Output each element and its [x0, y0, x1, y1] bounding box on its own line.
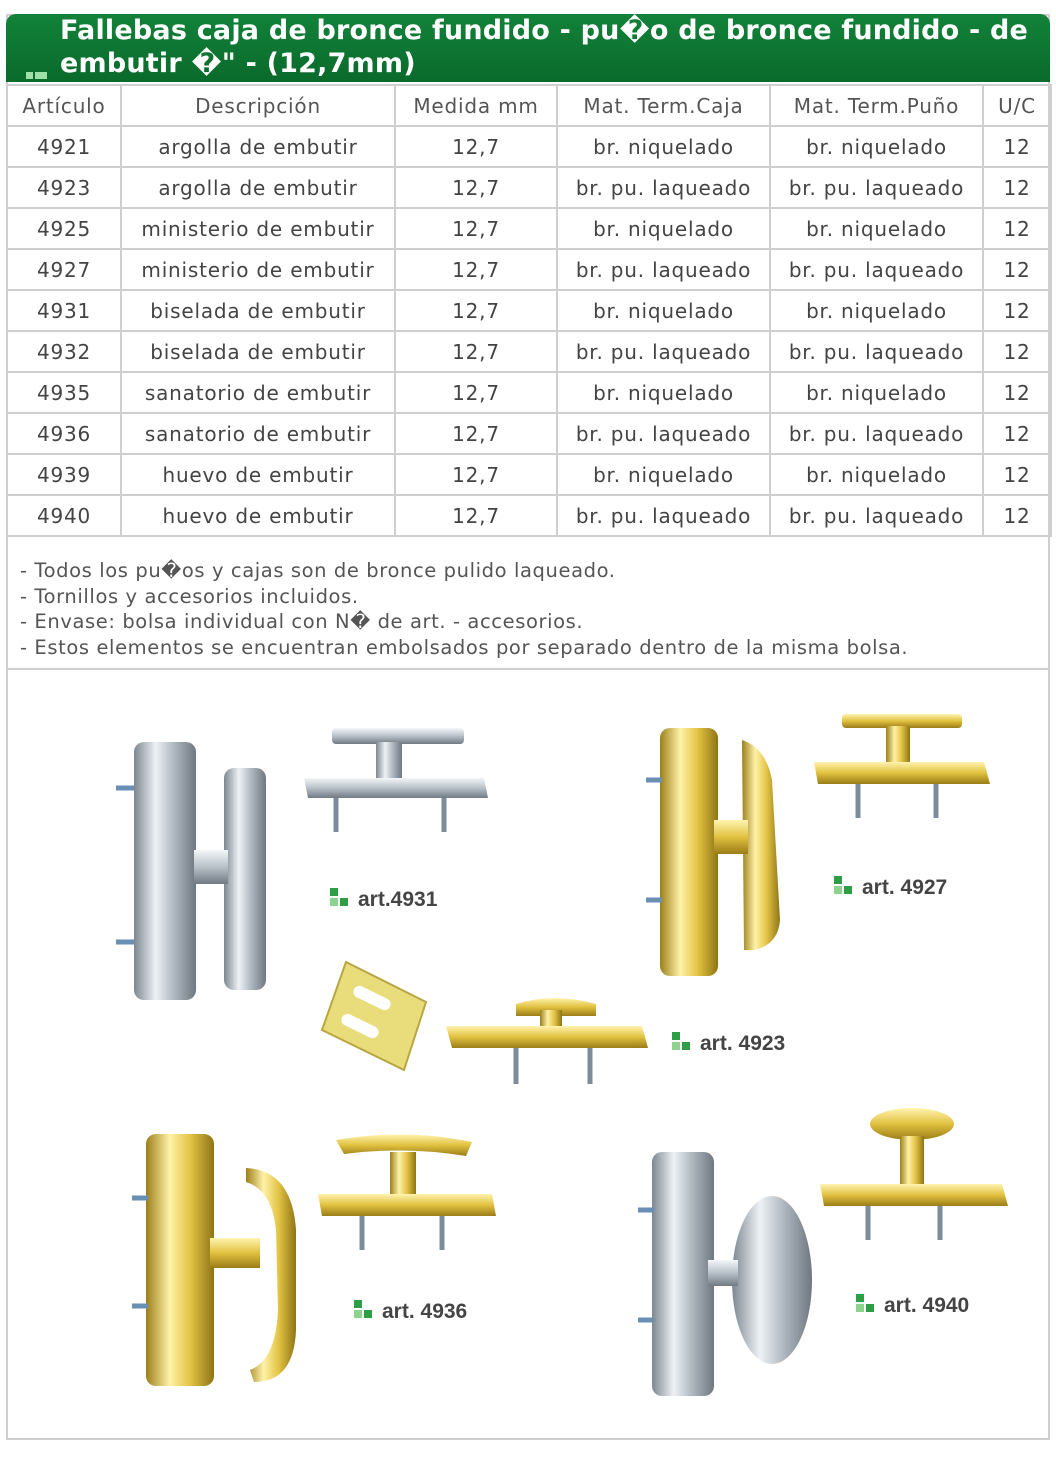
table-row: [7, 126, 1051, 167]
header-uc: U/C: [983, 85, 1051, 126]
cell-mat-puno: br. pu. laqueado: [770, 167, 983, 208]
cell-uc: 12: [983, 249, 1051, 290]
photo-4931-handle: [304, 728, 488, 832]
photo-4931-plate: [116, 742, 266, 1000]
cell-descripcion: biselada de embutir: [121, 290, 395, 331]
cell-medida: 12,7: [395, 167, 557, 208]
photo-4923-handle: [446, 998, 648, 1084]
cell-descripcion: argolla de embutir: [121, 126, 395, 167]
cell-descripcion: sanatorio de embutir: [121, 372, 395, 413]
photo-4927-plate: [646, 728, 780, 976]
photo-4927-handle: [814, 714, 990, 818]
cell-uc: 12: [983, 331, 1051, 372]
header-articulo: Artículo: [7, 85, 121, 126]
cell-uc: 12: [983, 290, 1051, 331]
photo-4940-plate: [638, 1152, 812, 1396]
cell-articulo: 4939: [7, 454, 121, 495]
cell-descripcion: argolla de embutir: [121, 167, 395, 208]
cell-mat-puno: br. pu. laqueado: [770, 495, 983, 536]
cell-uc: 12: [983, 413, 1051, 454]
cell-descripcion: ministerio de embutir: [121, 208, 395, 249]
header-mat-puno: Mat. Term.Puño: [770, 85, 983, 126]
cell-articulo: 4940: [7, 495, 121, 536]
note-line: - Tornillos y accesorios incluidos.: [20, 584, 359, 608]
cell-articulo: 4932: [7, 331, 121, 372]
label-text: art.4931: [358, 888, 438, 911]
cell-medida: 12,7: [395, 413, 557, 454]
cell-articulo: 4936: [7, 413, 121, 454]
cell-uc: 12: [983, 208, 1051, 249]
cell-medida: 12,7: [395, 331, 557, 372]
label-art-4940: [856, 1294, 969, 1318]
cell-medida: 12,7: [395, 249, 557, 290]
product-table: [6, 84, 1052, 537]
cell-mat-puno: br. pu. laqueado: [770, 249, 983, 290]
green-bullet-icon: [672, 1032, 694, 1052]
cell-articulo: 4923: [7, 167, 121, 208]
cell-descripcion: huevo de embutir: [121, 454, 395, 495]
cell-uc: 12: [983, 167, 1051, 208]
cell-uc: 12: [983, 495, 1051, 536]
cell-articulo: 4925: [7, 208, 121, 249]
cell-descripcion: sanatorio de embutir: [121, 413, 395, 454]
cell-uc: 12: [983, 454, 1051, 495]
table-row: [7, 331, 1051, 372]
cell-articulo: 4931: [7, 290, 121, 331]
cell-mat-puno: br. niquelado: [770, 208, 983, 249]
title-bullet-icon: [26, 68, 50, 82]
cell-descripcion: biselada de embutir: [121, 331, 395, 372]
cell-mat-caja: br. pu. laqueado: [557, 495, 770, 536]
green-bullet-icon: [354, 1300, 376, 1320]
note-line: - Envase: bolsa individual con N� de art. - accesorios.: [20, 610, 584, 633]
cell-mat-caja: br. niquelado: [557, 290, 770, 331]
cell-articulo: 4935: [7, 372, 121, 413]
cell-mat-caja: br. niquelado: [557, 208, 770, 249]
header-descripcion: Descripción: [121, 85, 395, 126]
label-text: art. 4936: [382, 1300, 468, 1323]
cell-articulo: 4927: [7, 249, 121, 290]
photo-4923-parts: [322, 962, 426, 1070]
cell-mat-caja: br. pu. laqueado: [557, 167, 770, 208]
cell-mat-caja: br. niquelado: [557, 454, 770, 495]
label-art-4927: [834, 876, 947, 900]
table-row: [7, 290, 1051, 331]
photo-4936-plate: [132, 1134, 296, 1386]
page-title: Fallebas caja de bronce fundido - pu�o de bronce fundido - de embutir �" - (12,7mm): [60, 15, 1029, 79]
label-text: art. 4940: [884, 1294, 970, 1317]
cell-medida: 12,7: [395, 372, 557, 413]
header-mat-caja: Mat. Term.Caja: [557, 85, 770, 126]
label-art-4931: [330, 888, 437, 912]
photo-4936-handle: [318, 1134, 496, 1250]
cell-mat-caja: br. niquelado: [557, 372, 770, 413]
green-bullet-icon: [834, 876, 856, 896]
table-row: [7, 495, 1051, 536]
cell-descripcion: huevo de embutir: [121, 495, 395, 536]
cell-medida: 12,7: [395, 495, 557, 536]
cell-mat-caja: br. pu. laqueado: [557, 413, 770, 454]
header-medida: Medida mm: [395, 85, 557, 126]
cell-mat-puno: br. niquelado: [770, 290, 983, 331]
green-bullet-icon: [330, 888, 352, 908]
cell-descripcion: ministerio de embutir: [121, 249, 395, 290]
cell-medida: 12,7: [395, 208, 557, 249]
cell-mat-caja: br. pu. laqueado: [557, 249, 770, 290]
green-bullet-icon: [856, 1294, 878, 1314]
photo-4940-handle: [820, 1108, 1008, 1240]
cell-mat-puno: br. pu. laqueado: [770, 413, 983, 454]
cell-articulo: 4921: [7, 126, 121, 167]
product-photos: [6, 670, 1050, 1440]
cell-mat-puno: br. niquelado: [770, 372, 983, 413]
table-row: [7, 167, 1051, 208]
label-text: art. 4927: [862, 876, 948, 899]
cell-medida: 12,7: [395, 126, 557, 167]
cell-mat-puno: br. niquelado: [770, 126, 983, 167]
cell-mat-caja: br. pu. laqueado: [557, 331, 770, 372]
note-line: - Todos los pu�os y cajas son de bronce pulido laqueado.: [20, 559, 616, 582]
label-art-4936: [354, 1300, 467, 1324]
cell-mat-puno: br. niquelado: [770, 454, 983, 495]
cell-mat-puno: br. pu. laqueado: [770, 331, 983, 372]
notes-block: [6, 550, 1050, 670]
table-row: [7, 372, 1051, 413]
note-line: - Estos elementos se encuentran embolsados por separado dentro de la misma bolsa.: [20, 635, 909, 659]
table-row: [7, 249, 1051, 290]
table-row: [7, 208, 1051, 249]
cell-uc: 12: [983, 126, 1051, 167]
table-header-row: [7, 85, 1051, 126]
table-row: [7, 454, 1051, 495]
cell-uc: 12: [983, 372, 1051, 413]
cell-medida: 12,7: [395, 454, 557, 495]
label-text: art. 4923: [700, 1032, 786, 1055]
cell-mat-caja: br. niquelado: [557, 126, 770, 167]
table-row: [7, 413, 1051, 454]
cell-medida: 12,7: [395, 290, 557, 331]
product-gallery: [6, 670, 1050, 1440]
label-art-4923: [672, 1032, 785, 1056]
